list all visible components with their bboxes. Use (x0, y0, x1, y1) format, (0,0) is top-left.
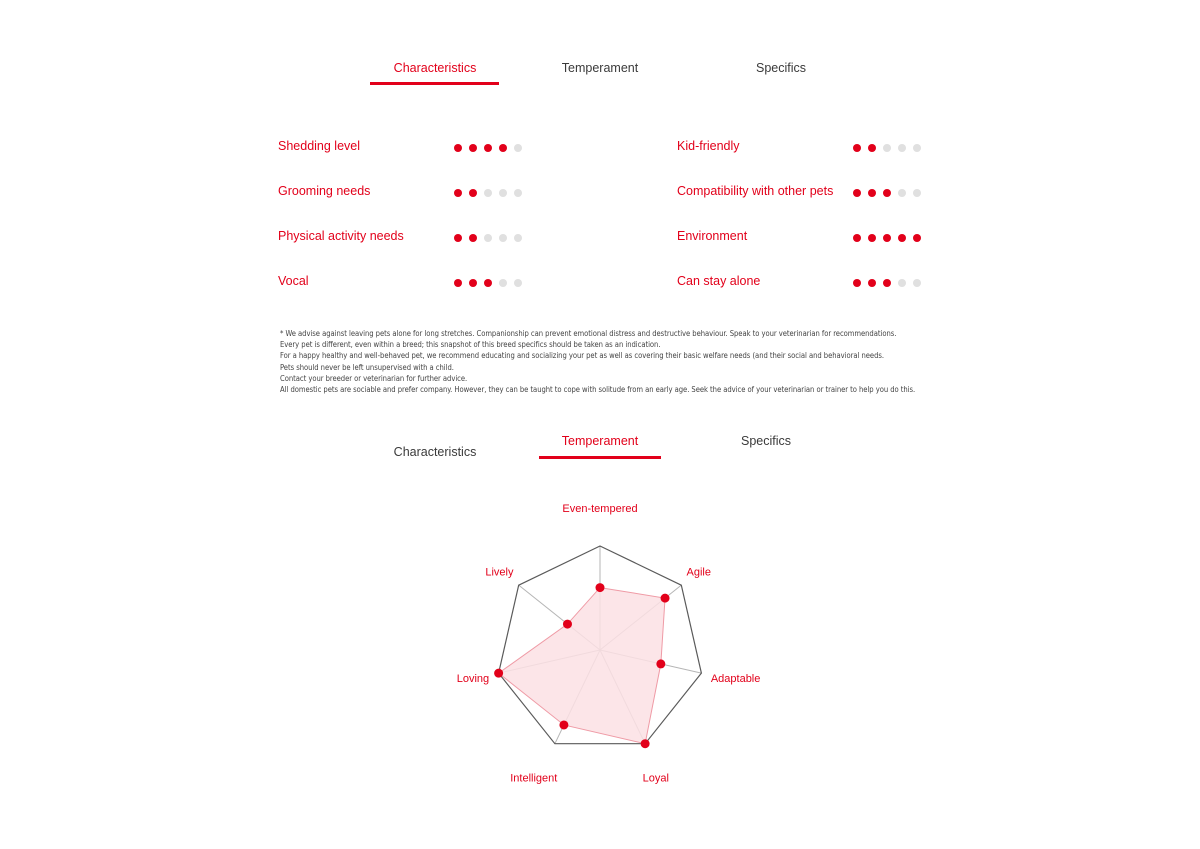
footnote: Contact your breeder or veterinarian for further advice. (280, 373, 468, 383)
radar-point (596, 583, 605, 592)
compatibility-label: Compatibility with other pets (677, 184, 834, 198)
grooming-needs-label: Grooming needs (278, 184, 371, 198)
environment-label: Environment (677, 229, 748, 243)
vocal-label: Vocal (278, 274, 309, 288)
radar-axis-label: Agile (686, 566, 711, 579)
footnote: All domestic pets are sociable and prefer company. However, they can be taught to cope with solitude from an early age. Seek the advice of your veterinarian or trainer to help you do this. (280, 385, 916, 395)
radar-axis-label: Loving (456, 673, 490, 686)
radar-value-area (499, 588, 665, 744)
footnote: For a happy healthy and well-behaved pet, we recommend educating and socializing your pet as well as covering their basic welfare needs (and their social and behavioral needs. (280, 351, 884, 361)
radar-axis-label: Even-tempered (562, 503, 638, 515)
radar-axis-label: Intelligent (510, 772, 558, 785)
can-stay-alone-label: Can stay alone (677, 274, 761, 288)
physical-activity-needs-label: Physical activity needs (278, 229, 404, 243)
radar-axis-label: Lively (485, 566, 514, 579)
radar-point (494, 669, 503, 678)
footnote: Pets should never be left unsupervised with a child. (280, 362, 454, 372)
footnote: Every pet is different, even within a breed; this snapshot of this breed specifics should be taken as an indication. (280, 340, 661, 350)
radar-axis-label: Loyal (642, 772, 669, 785)
tab-temperament[interactable]: Temperament (561, 434, 639, 448)
footnote: * We advise against leaving pets alone for long stretches. Companionship can prevent emotional distress and destructive behaviour. Speak to your veterinarian for recommendations. (280, 329, 897, 338)
tab-characteristics[interactable]: Characteristics (393, 61, 477, 75)
radar-point (559, 720, 568, 729)
shedding-level-label: Shedding level (278, 139, 361, 153)
tab-specifics[interactable]: Specifics (755, 61, 807, 75)
radar-point (563, 620, 572, 629)
kid-friendly-label: Kid-friendly (677, 139, 740, 153)
radar-point (661, 594, 670, 603)
tab-characteristics[interactable]: Characteristics (393, 445, 477, 459)
radar-point (656, 659, 665, 668)
radar-point (641, 739, 650, 748)
tab-temperament[interactable]: Temperament (561, 61, 639, 75)
tab-specifics[interactable]: Specifics (740, 434, 792, 448)
radar-axis-label: Adaptable (710, 673, 761, 686)
